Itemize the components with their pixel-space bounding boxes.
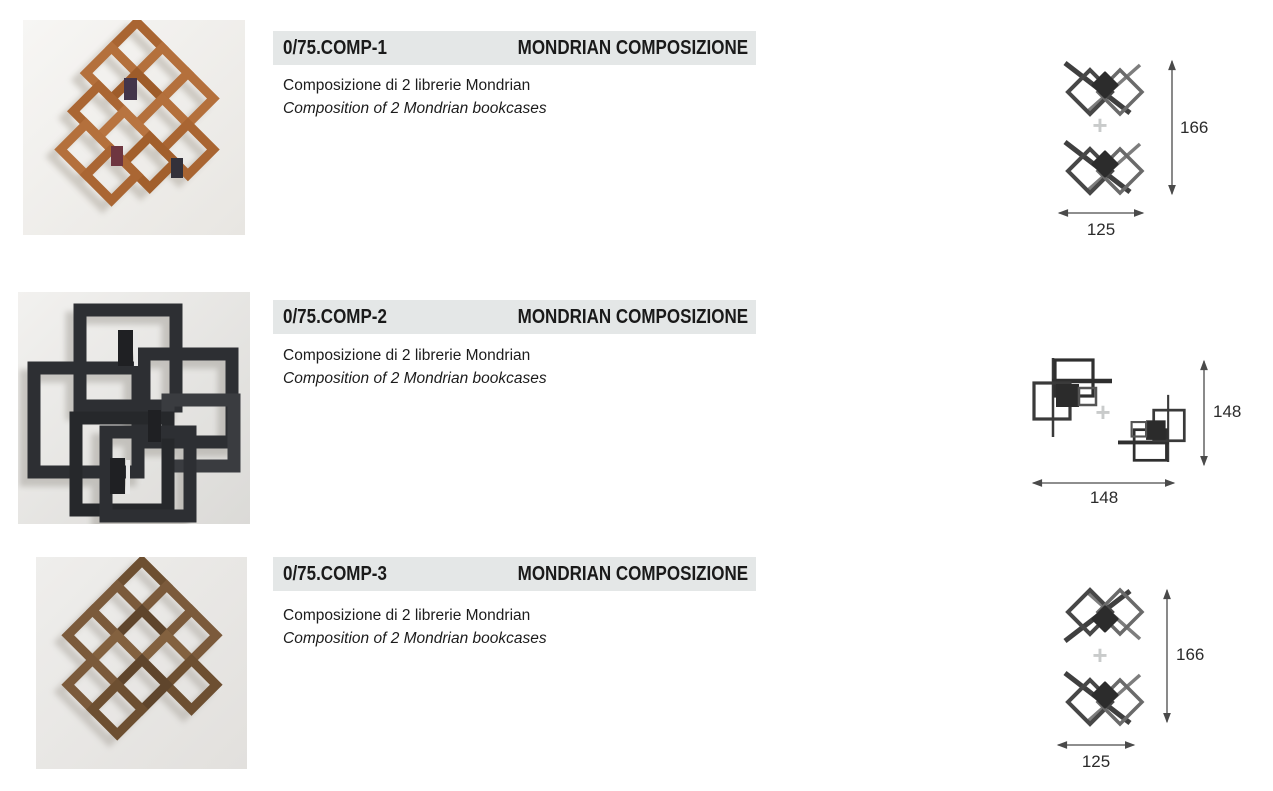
product-title: MONDRIAN COMPOSIZIONE [517,562,748,585]
bookcase-module-icon [1065,142,1142,193]
description-english: Composition of 2 Mondrian bookcases [283,100,547,117]
product-code: 0/75.COMP-1 [283,36,387,59]
bookcase-module-icon [1065,673,1142,724]
product-title: MONDRIAN COMPOSIZIONE [517,305,748,328]
product-header-bar [273,300,756,334]
plus-icon: + [1092,640,1108,670]
product-code: 0/75.COMP-2 [283,305,387,328]
product-photo-brown-lattice [36,557,247,769]
height-dimension-label: 166 [1176,645,1205,664]
product-title: MONDRIAN COMPOSIZIONE [517,36,748,59]
height-dimension-label: 166 [1180,118,1209,137]
description-italian: Composizione di 2 librerie Mondrian [283,607,531,624]
product-photo-copper-lattice [23,20,245,235]
dimension-diagram [1050,585,1225,785]
width-dimension-label: 148 [1089,488,1119,507]
plus-icon: + [1092,110,1108,140]
description-english: Composition of 2 Mondrian bookcases [283,370,547,387]
dimension-diagram [1028,352,1250,510]
bookcase-module-icon [1065,590,1142,641]
width-dimension-label: 125 [1086,220,1116,239]
product-code: 0/75.COMP-3 [283,562,387,585]
product-description [283,344,547,390]
bookcase-module-icon [1065,63,1142,114]
product-description [283,74,547,120]
height-dimension-label: 148 [1213,402,1242,421]
bookcase-module-icon [1118,395,1184,462]
width-dimension-label: 125 [1081,752,1111,771]
description-italian: Composizione di 2 librerie Mondrian [283,77,531,94]
product-header-bar [273,557,756,591]
product-description [283,604,547,650]
description-italian: Composizione di 2 librerie Mondrian [283,347,531,364]
product-photo-dark-squares [18,292,250,524]
plus-icon: + [1095,397,1111,427]
description-english: Composition of 2 Mondrian bookcases [283,630,547,647]
product-header-bar [273,31,756,65]
dimension-diagram [1050,48,1225,248]
